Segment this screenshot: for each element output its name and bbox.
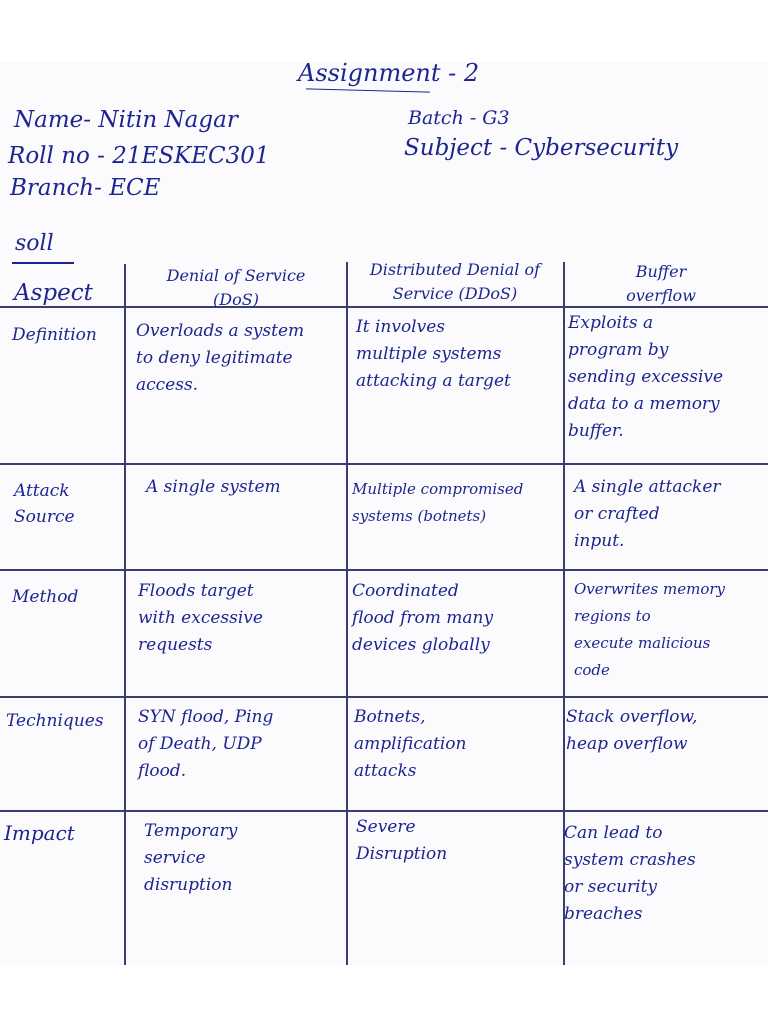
- row-impact-aspect: Impact: [4, 821, 75, 845]
- row-attack-source-ddos: Multiple compromised systems (botnets): [352, 480, 524, 525]
- row-definition-buffer: Exploits a program by sending excessive data to a memory buffer.: [568, 313, 724, 441]
- row-techniques-aspect: Techniques: [6, 711, 104, 731]
- row-attack-source-buffer: A single attacker or crafted input.: [574, 477, 721, 551]
- batch: Batch - G3: [408, 107, 510, 129]
- assignment-title: Assignment - 2: [298, 59, 480, 87]
- subject: Subject - Cybersecurity: [404, 135, 679, 161]
- row-method-ddos: Coordinated flood from many devices globally: [352, 581, 494, 655]
- row-definition-ddos: It involves multiple systems attacking a target: [356, 317, 511, 391]
- column-header-ddos: Distributed Denial of Service (DDoS): [369, 260, 541, 303]
- title-underline: [306, 88, 430, 92]
- row-method-aspect: Method: [12, 587, 79, 607]
- row-impact-buffer: Can lead to system crashes or security breaches: [564, 823, 696, 924]
- row-definition-aspect: Definition: [12, 325, 97, 345]
- row-impact-ddos: Severe Disruption: [356, 817, 448, 864]
- roll-number: Roll no - 21ESKEC301: [8, 143, 270, 169]
- table-divider-col-2: [346, 262, 348, 966]
- row-method-dos: Floods target with excessive requests: [138, 581, 263, 655]
- row-techniques-dos: SYN flood, Ping of Death, UDP flood.: [138, 707, 274, 781]
- solution-underline: [12, 262, 74, 264]
- table-divider-col-1: [124, 264, 126, 966]
- column-header-aspect: Aspect: [14, 280, 93, 306]
- branch: Branch- ECE: [10, 175, 161, 201]
- table-divider-row-1: [0, 463, 768, 465]
- column-header-dos: Denial of Service (DoS): [166, 266, 306, 309]
- row-attack-source-aspect: Attack Source: [14, 481, 75, 527]
- row-method-buffer: Overwrites memory regions to execute malicious code: [574, 580, 725, 679]
- row-attack-source-dos: A single system: [146, 477, 281, 497]
- page-top-margin: [0, 0, 768, 62]
- table-divider-row-4: [0, 810, 768, 812]
- row-techniques-ddos: Botnets, amplification attacks: [354, 707, 467, 781]
- page-bottom-margin: [0, 965, 768, 1024]
- table-divider-row-2: [0, 569, 768, 571]
- table-divider-row-3: [0, 696, 768, 698]
- row-impact-dos: Temporary service disruption: [144, 821, 238, 895]
- row-techniques-buffer: Stack overflow, heap overflow: [566, 707, 698, 754]
- solution-label: soll: [15, 231, 54, 256]
- student-name: Name- Nitin Nagar: [14, 107, 238, 133]
- column-header-buffer-overflow: Buffer overflow: [626, 262, 696, 305]
- row-definition-dos: Overloads a system to deny legitimate access.: [136, 321, 305, 395]
